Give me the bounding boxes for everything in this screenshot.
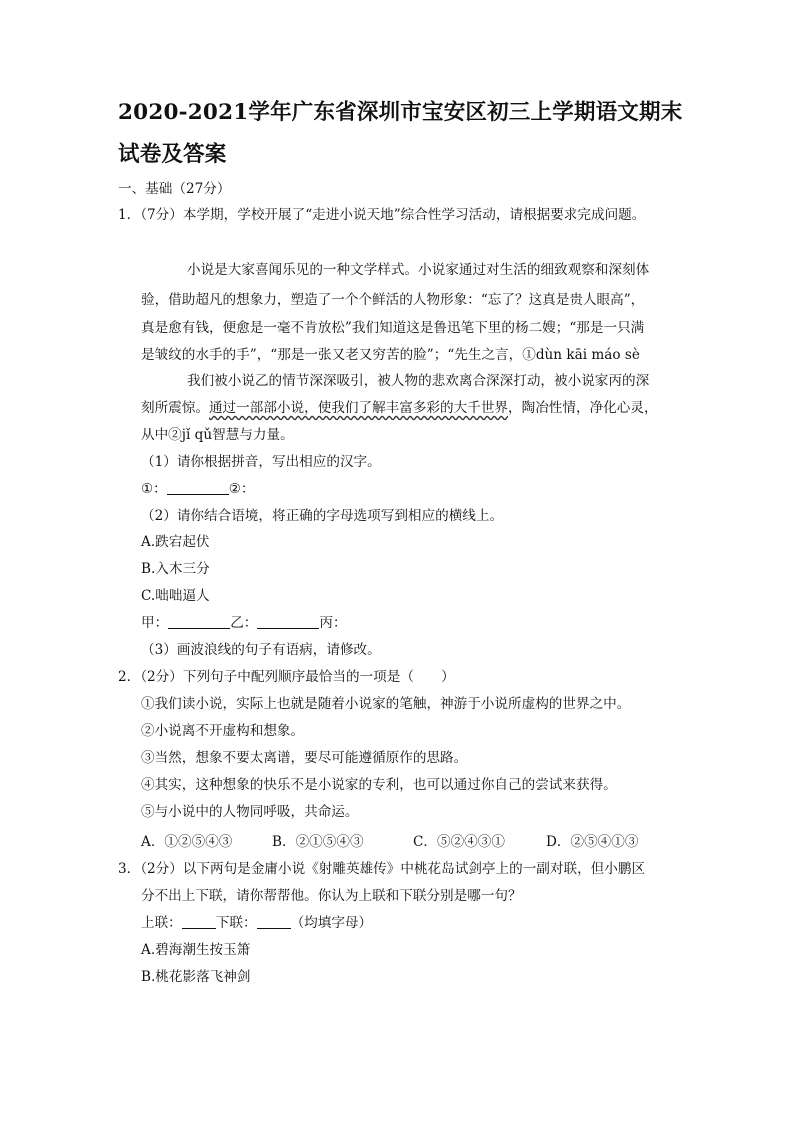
lower-label: 下联：	[215, 915, 257, 931]
passage-line-6-end: ，陶冶性情，净化心灵，	[508, 400, 658, 416]
choice-c[interactable]: C．⑤②④③①	[413, 834, 505, 850]
q1-sub2-blanks	[141, 613, 347, 633]
question-1-stem: 1．（7分）本学期，学校开展了“走进小说天地”综合性学习活动，请根据要求完成问题。	[118, 207, 646, 223]
passage-line-1: 小说是大家喜闻乐见的一种文学样式。小说家通过对生活的细致观察和深刻体	[187, 262, 650, 278]
sentence-3: ③当然，想象不要太离谱，要尽可能遵循原作的思路。	[141, 750, 468, 766]
q1-sub2: （2）请你结合语境，将正确的字母选项写到相应的横线上。	[141, 508, 504, 524]
sentence-2: ②小说离不开虚构和想象。	[141, 723, 305, 739]
blank-1-label: ①：	[141, 481, 167, 497]
page-title: 2020-2021学年广东省深圳市宝安区初三上学期语文期末试卷及答案	[118, 100, 683, 167]
q3-note: （均填字母）	[290, 915, 373, 931]
passage-line-7: 从中②jǐ qǔ智慧与力量。	[141, 427, 294, 443]
question-2-stem: 2．（2分）下列句子中配列顺序最恰当的一项是（ ）	[118, 669, 455, 685]
choice-d[interactable]: D．②⑤④①③	[546, 834, 639, 850]
sentence-4: ④其实，这种想象的快乐不是小说家的专利，也可以通过你自己的尝试来获得。	[141, 777, 617, 793]
passage-line-5: 我们被小说乙的情节深深吸引，被人物的悲欢离合深深打动，被小说家丙的深	[187, 373, 650, 389]
option-b: B.入木三分	[141, 561, 210, 577]
passage-line-2: 验，借助超凡的想象力，塑造了一个个鲜活的人物形象：“忘了？这真是贵人眼高”，	[141, 292, 645, 308]
passage-line-6	[141, 398, 658, 418]
option-a: A.跌宕起伏	[141, 534, 210, 550]
question-3-stem-1: 3．（2分）以下两句是金庸小说《射雕英雄传》中桃花岛试剑亭上的一副对联，但小鹏区	[118, 861, 646, 877]
jia-label: 甲：	[141, 615, 169, 631]
couplet-option-a: A.碧海潮生按玉箫	[141, 942, 251, 958]
blank-2-label: ②：	[228, 481, 255, 497]
answer-blank-upper[interactable]	[182, 914, 216, 929]
q3-blanks	[141, 913, 372, 933]
passage-line-6-start: 刻所震惊。	[141, 400, 209, 416]
passage-line-4: 是皱纹的水手的手”，“那是一张又老又穷苦的脸”；“先生之言，①dùn kāi máo sè	[141, 347, 640, 363]
answer-blank-jia[interactable]	[168, 614, 230, 629]
answer-blank-lower[interactable]	[257, 914, 291, 929]
passage-line-3: 真是愈有钱，便愈是一毫不肯放松”我们知道这是鲁迅笔下里的杨二嫂；“那是一只满	[141, 320, 645, 336]
sentence-5: ⑤与小说中的人物同呼吸，共命运。	[141, 804, 359, 820]
q1-sub1: （1）请你根据拼音，写出相应的汉字。	[141, 454, 381, 470]
couplet-option-b: B.桃花影落飞神剑	[141, 969, 251, 985]
answer-blank-yi[interactable]	[257, 614, 319, 629]
choice-b[interactable]: B．②①⑤④③	[272, 834, 364, 850]
q1-sub1-blanks	[141, 479, 255, 499]
option-c: C.咄咄逼人	[141, 588, 210, 604]
sentence-1: ①我们读小说，实际上也就是随着小说家的笔触，神游于小说所虚构的世界之中。	[141, 696, 631, 712]
answer-blank-1[interactable]	[167, 480, 229, 495]
choice-a[interactable]: A．①②⑤④③	[141, 834, 233, 850]
upper-label: 上联：	[141, 915, 182, 931]
bing-label: 丙：	[319, 615, 347, 631]
yi-label: 乙：	[230, 615, 258, 631]
question-3-stem-2: 分不出上下联，请你帮帮他。你认为上联和下联分别是哪一句？	[141, 888, 522, 904]
q1-sub3: （3）画波浪线的句子有语病，请修改。	[141, 642, 381, 658]
wavy-sentence: 通过一部部小说，使我们了解丰富多彩的大千世界	[208, 400, 509, 416]
section-heading: 一、基础（27分）	[118, 181, 231, 197]
